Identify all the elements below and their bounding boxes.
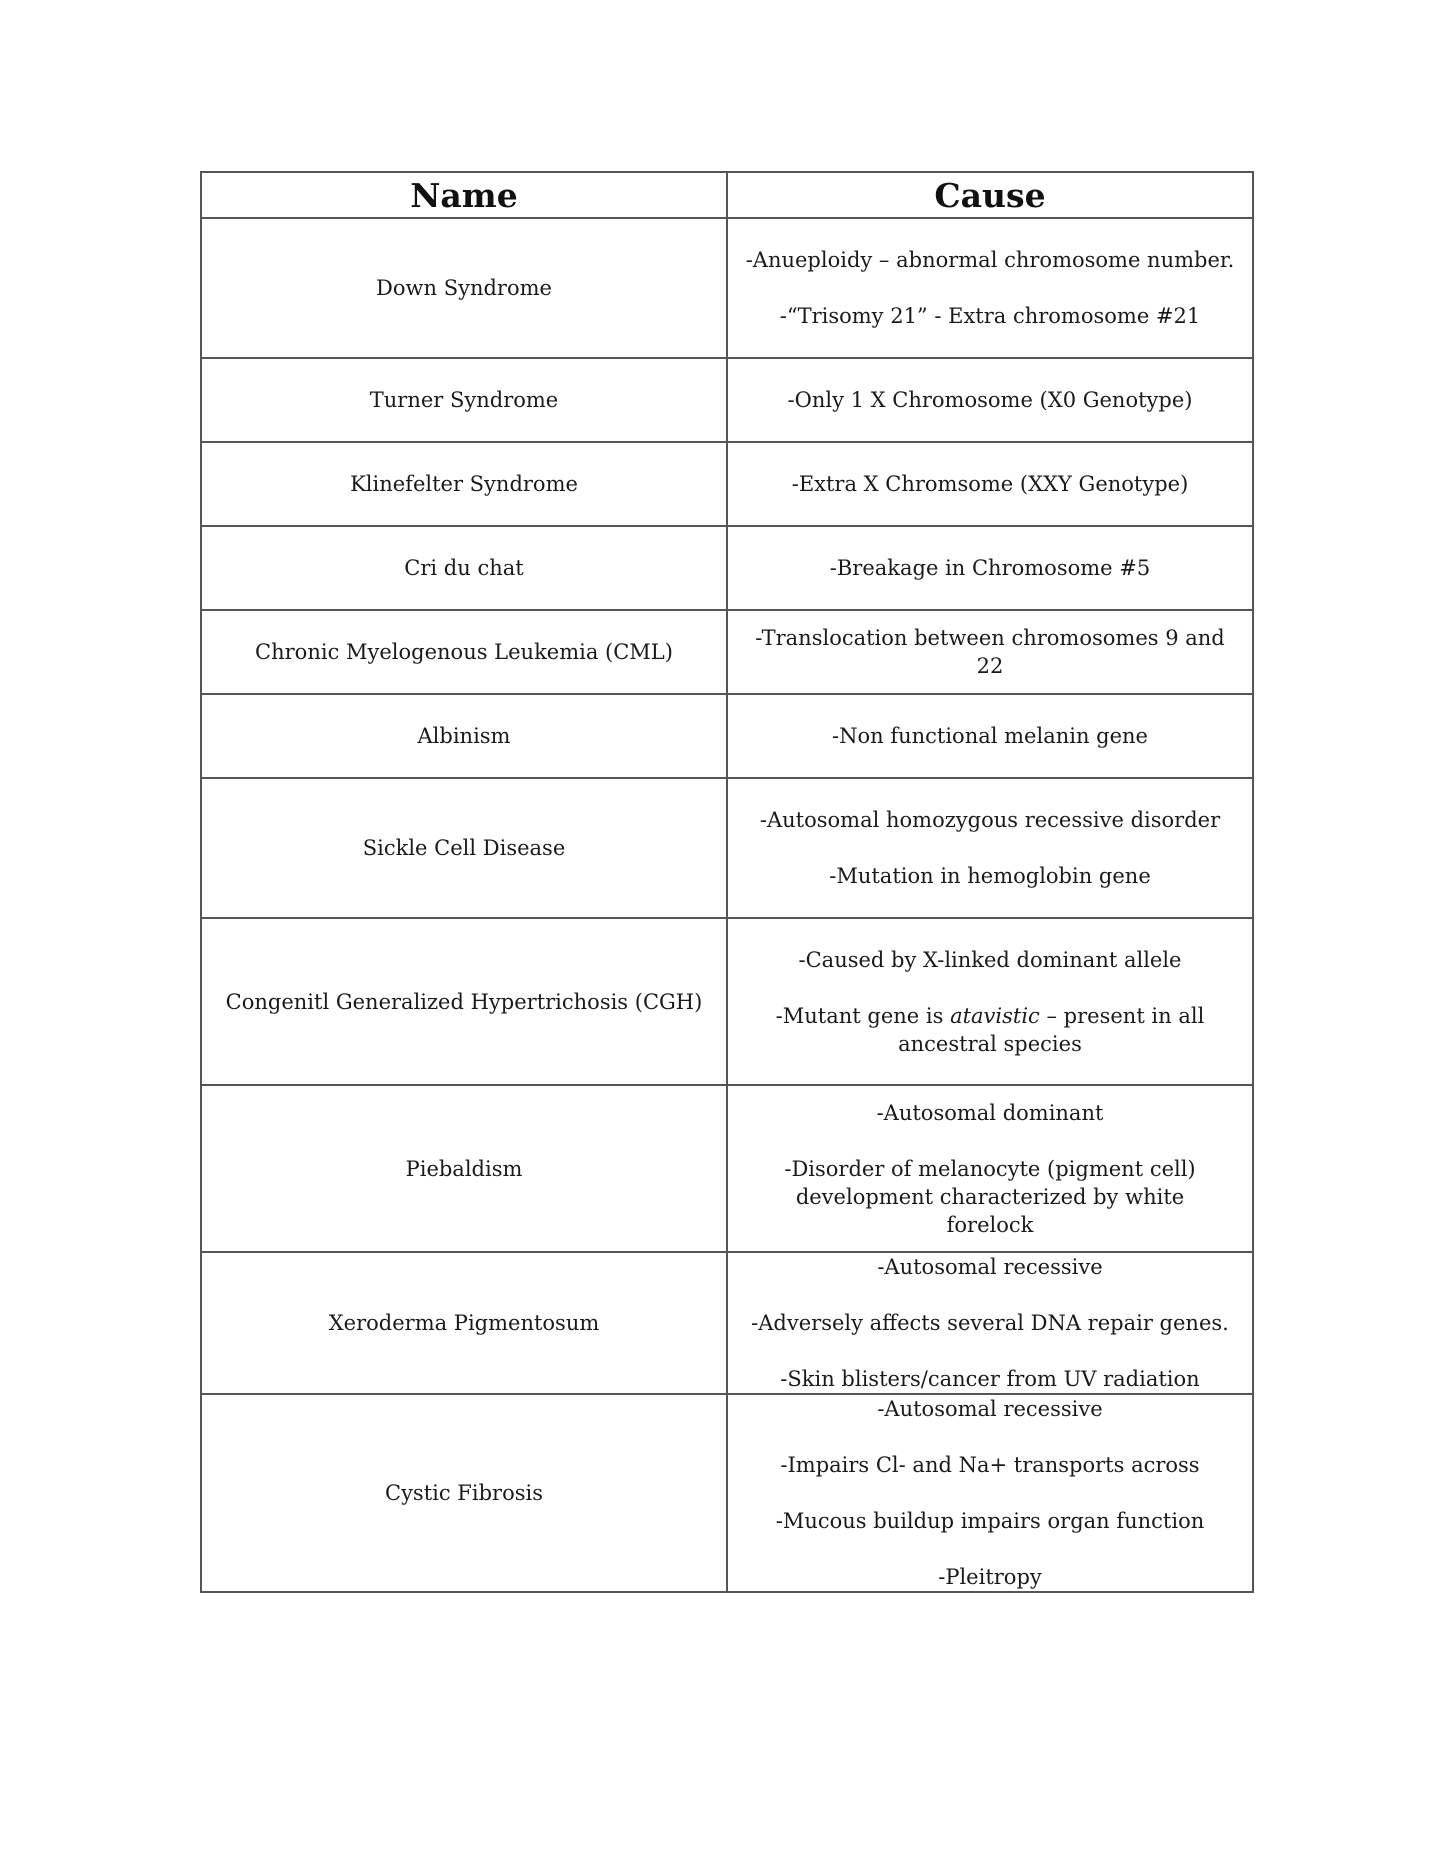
cause-text: – present in all ancestral species — [898, 1003, 1205, 1056]
disorder-name: Sickle Cell Disease — [201, 778, 727, 918]
cause-line: -Pleitropy — [938, 1565, 1042, 1589]
disorder-name: Cystic Fibrosis — [201, 1394, 727, 1592]
table-row — [201, 218, 1253, 358]
disorder-name: Xeroderma Pigmentosum — [201, 1252, 727, 1394]
cause-line: -Only 1 X Chromosome (X0 Genotype) — [787, 388, 1193, 412]
disorder-cause — [727, 218, 1253, 358]
table-row — [201, 1085, 1253, 1252]
table-row — [201, 1252, 1253, 1394]
genetic-disorders-table — [200, 171, 1254, 1593]
disorder-name: Chronic Myelogenous Leukemia (CML) — [201, 610, 727, 694]
header-name: Name — [201, 172, 727, 218]
disorder-name: Cri du chat — [201, 526, 727, 610]
cause-text: -Mutant gene is — [775, 1003, 951, 1028]
disorder-name: Piebaldism — [201, 1085, 727, 1252]
disorder-name: Down Syndrome — [201, 218, 727, 358]
disorder-cause — [727, 1394, 1253, 1592]
disorder-cause — [727, 610, 1253, 694]
disorder-cause — [727, 694, 1253, 778]
table-row — [201, 918, 1253, 1085]
disorder-name: Albinism — [201, 694, 727, 778]
table-row — [201, 526, 1253, 610]
cause-line: -Autosomal dominant — [876, 1100, 1104, 1125]
disorder-name: Congenitl Generalized Hypertrichosis (CGH) — [201, 918, 727, 1085]
header-row — [201, 172, 1253, 218]
cause-line: -Anueploidy – abnormal chromosome number. — [745, 248, 1235, 272]
document-page — [200, 171, 1252, 1593]
cause-line: -Impairs Cl- and Na+ transports across — [780, 1453, 1200, 1477]
table-row — [201, 358, 1253, 442]
cause-line: -“Trisomy 21” - Extra chromosome #21 — [779, 304, 1201, 328]
disorder-cause — [727, 526, 1253, 610]
disorder-cause — [727, 358, 1253, 442]
table-row — [201, 442, 1253, 526]
disorder-cause — [727, 1085, 1253, 1252]
disorder-name: Klinefelter Syndrome — [201, 442, 727, 526]
cause-line: -Mucous buildup impairs organ function — [775, 1509, 1205, 1533]
disorder-cause — [727, 778, 1253, 918]
table-row — [201, 778, 1253, 918]
cause-line: -Autosomal recessive — [877, 1255, 1103, 1279]
cause-line: -Disorder of melanocyte (pigment cell) development characterized by white forelock — [784, 1156, 1196, 1237]
disorder-cause — [727, 442, 1253, 526]
cause-line: -Translocation between chromosomes 9 and 22 — [755, 626, 1225, 678]
cause-line: -Skin blisters/cancer from UV radiation — [780, 1367, 1200, 1391]
cause-line: -Breakage in Chromosome #5 — [829, 556, 1151, 580]
cause-line: -Extra X Chromsome (XXY Genotype) — [791, 472, 1189, 496]
disorder-name: Turner Syndrome — [201, 358, 727, 442]
table-row — [201, 1394, 1253, 1592]
cause-line: -Adversely affects several DNA repair genes. — [751, 1311, 1229, 1335]
cause-line: -Autosomal recessive — [877, 1397, 1103, 1421]
table-row — [201, 694, 1253, 778]
disorder-cause — [727, 918, 1253, 1085]
cause-line — [740, 1002, 1240, 1058]
cause-line: -Autosomal homozygous recessive disorder — [759, 808, 1221, 832]
table-row — [201, 610, 1253, 694]
cause-line: -Non functional melanin gene — [832, 724, 1148, 748]
disorder-cause — [727, 1252, 1253, 1394]
cause-line: -Mutation in hemoglobin gene — [829, 864, 1151, 888]
cause-line: -Caused by X-linked dominant allele — [798, 947, 1182, 972]
header-cause: Cause — [727, 172, 1253, 218]
cause-emphasis: atavistic — [950, 1003, 1040, 1028]
